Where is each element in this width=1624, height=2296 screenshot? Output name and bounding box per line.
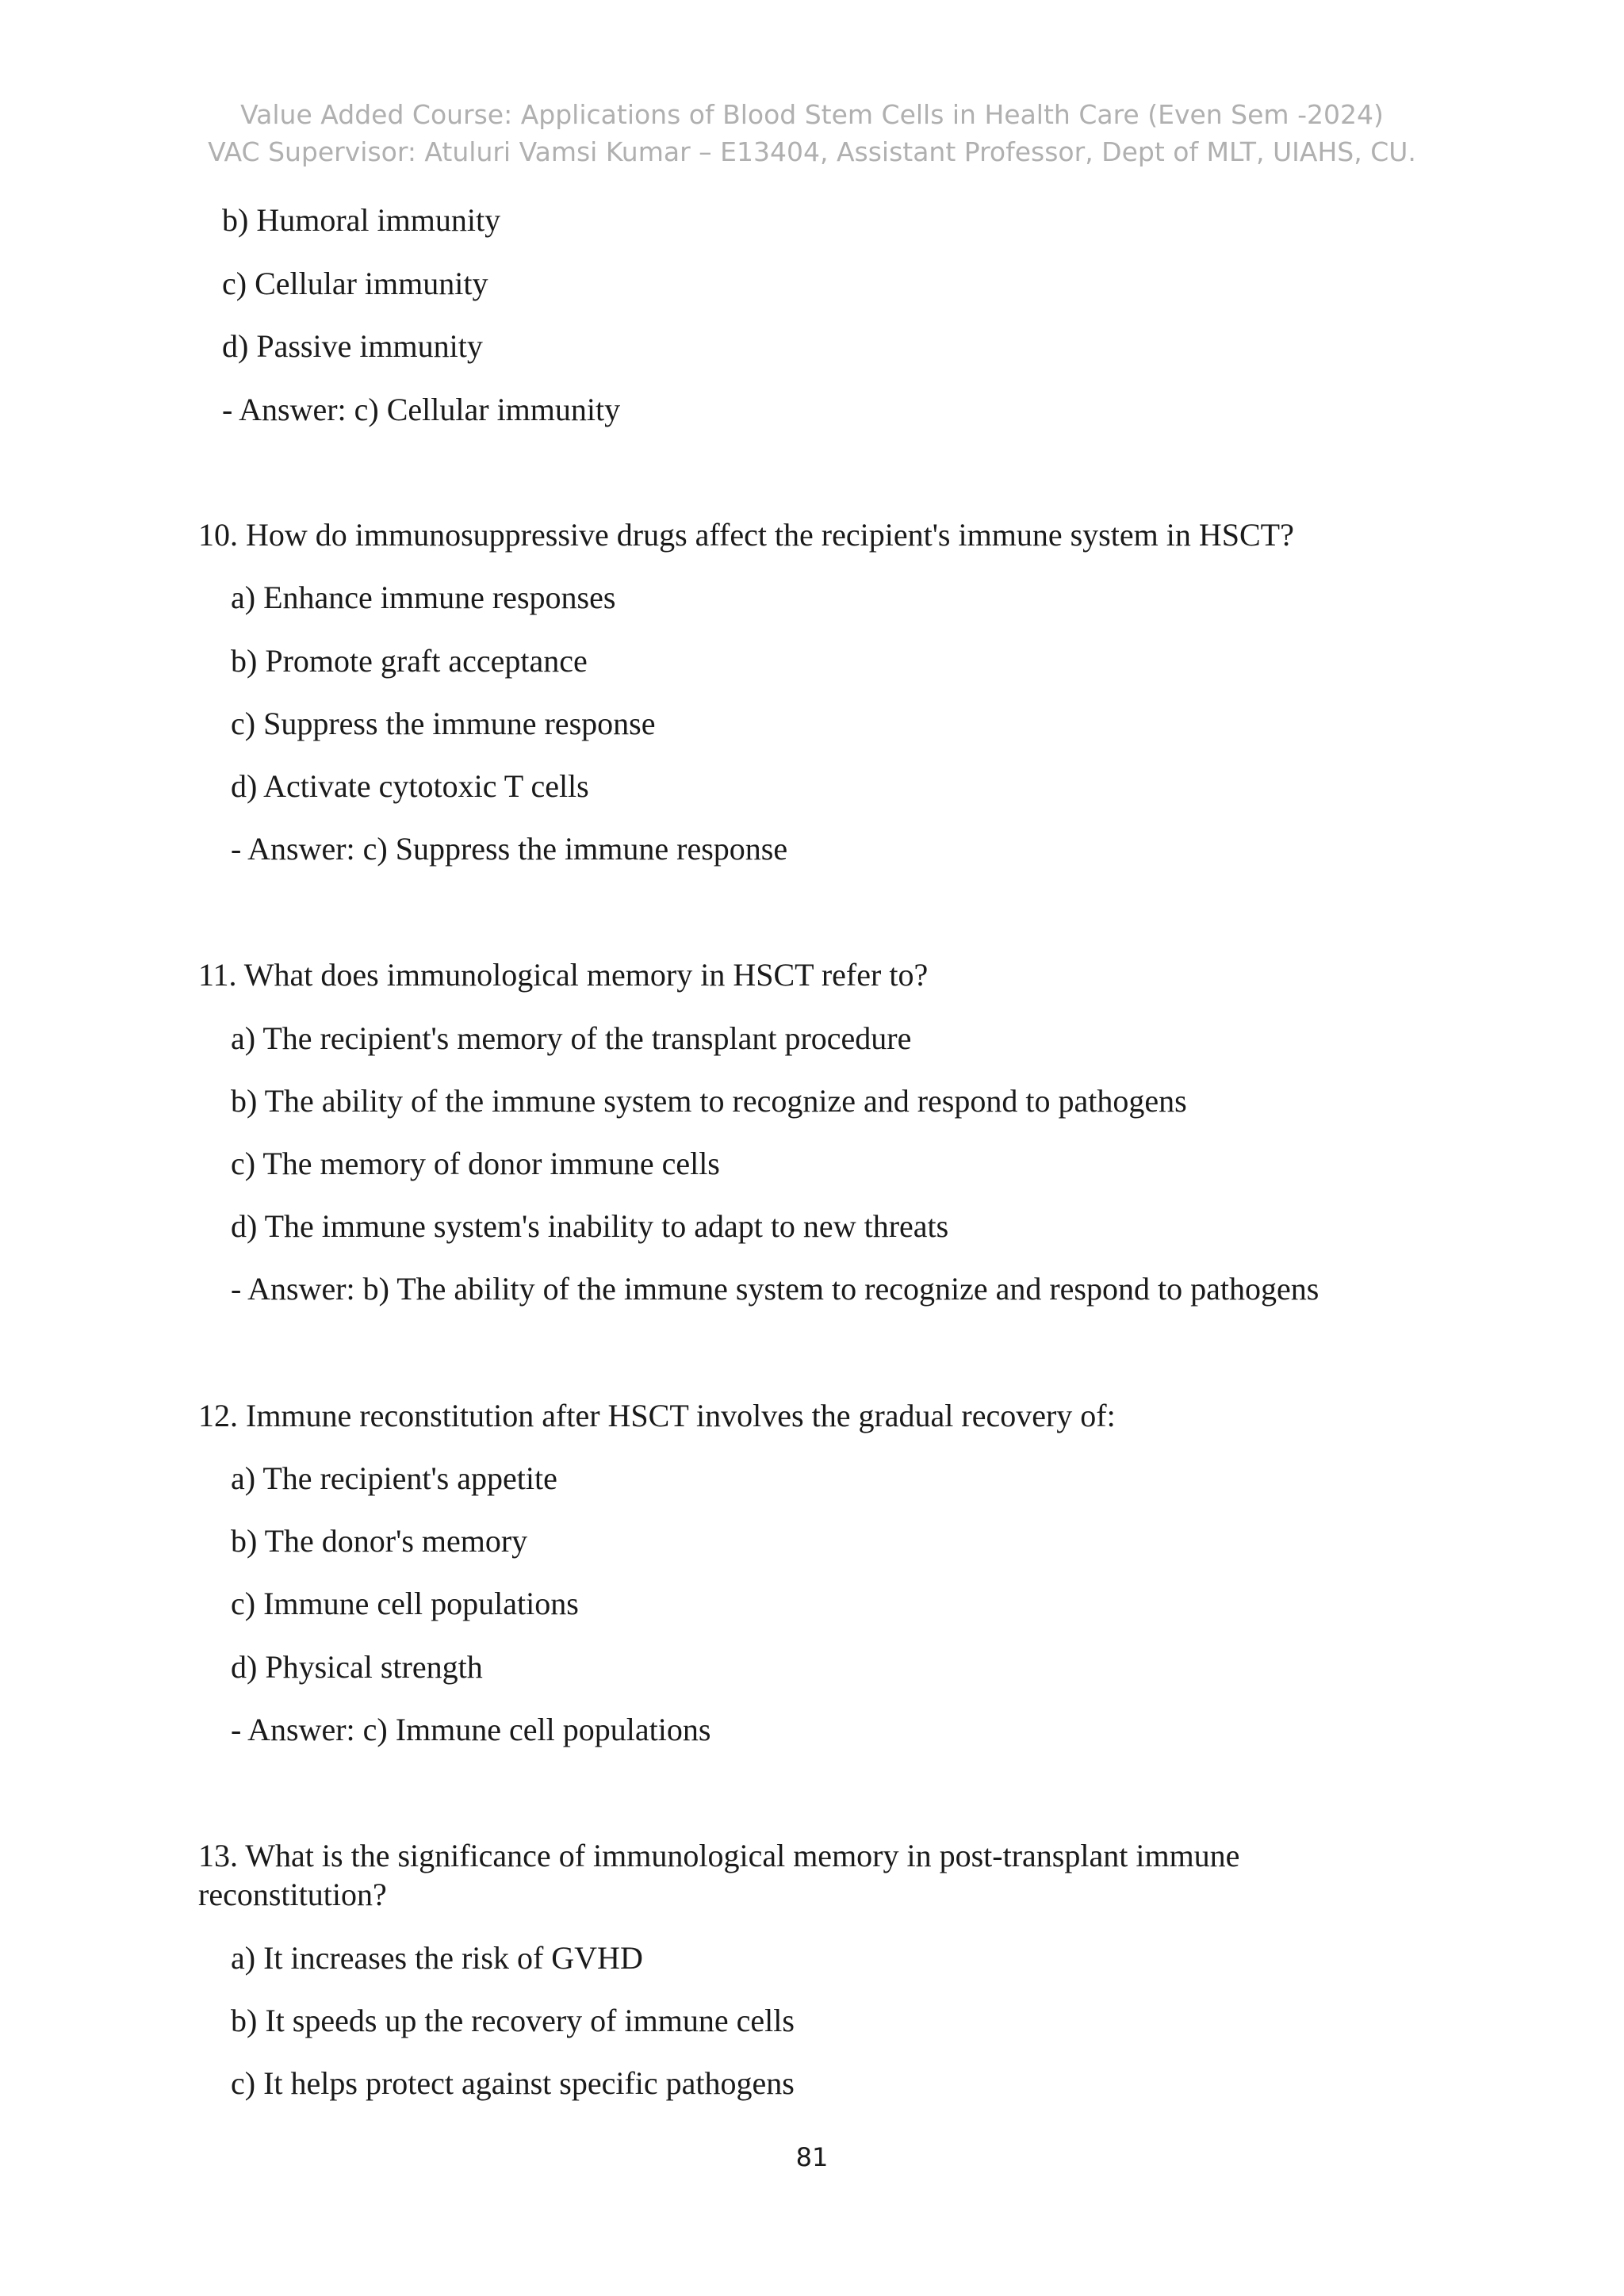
header-supervisor: VAC Supervisor: Atuluri Vamsi Kumar – E13404, Assistant Professor, Dept of MLT, UIAHS, CU.	[208, 136, 1416, 167]
q10-option-b: b) Promote graft acceptance	[231, 643, 588, 679]
q11-option-c: c) The memory of donor immune cells	[231, 1146, 720, 1181]
q10-answer: - Answer: c) Suppress the immune response	[231, 831, 788, 867]
q11-option-d: d) The immune system's inability to adapt to new threats	[231, 1208, 949, 1244]
q9-answer: - Answer: c) Cellular immunity	[222, 392, 621, 427]
q13-option-b: b) It speeds up the recovery of immune cells	[231, 2003, 795, 2038]
q11-option-a: a) The recipient's memory of the transplant procedure	[231, 1020, 912, 1056]
q13-option-a: a) It increases the risk of GVHD	[231, 1940, 643, 1976]
q10-option-a: a) Enhance immune responses	[231, 580, 616, 615]
q10-option-c: c) Suppress the immune response	[231, 706, 656, 741]
q12-option-d: d) Physical strength	[231, 1649, 483, 1685]
q13-question-line2: reconstitution?	[198, 1877, 387, 1912]
q9-option-b: b) Humoral immunity	[222, 202, 501, 238]
q11-option-b: b) The ability of the immune system to recognize and respond to pathogens	[231, 1083, 1187, 1119]
q9-option-d: d) Passive immunity	[222, 328, 483, 364]
q12-option-b: b) The donor's memory	[231, 1523, 528, 1559]
q10-question: 10. How do immunosuppressive drugs affect the recipient's immune system in HSCT?	[198, 517, 1294, 553]
q10-option-d: d) Activate cytotoxic T cells	[231, 768, 589, 804]
q12-question: 12. Immune reconstitution after HSCT involves the gradual recovery of:	[198, 1398, 1116, 1433]
q13-option-c: c) It helps protect against specific pathogens	[231, 2065, 795, 2101]
q11-question: 11. What does immunological memory in HSCT refer to?	[198, 957, 929, 993]
q13-question-line1: 13. What is the significance of immunological memory in post-transplant immune	[198, 1838, 1240, 1873]
q9-option-c: c) Cellular immunity	[222, 266, 488, 301]
q12-option-a: a) The recipient's appetite	[231, 1460, 557, 1496]
page-number: 81	[795, 2142, 829, 2172]
q12-answer: - Answer: c) Immune cell populations	[231, 1712, 711, 1747]
q12-option-c: c) Immune cell populations	[231, 1586, 579, 1621]
q11-answer: - Answer: b) The ability of the immune system to recognize and respond to pathogens	[231, 1271, 1320, 1307]
header-course-title: Value Added Course: Applications of Blood Stem Cells in Health Care (Even Sem -2024)	[240, 99, 1384, 130]
